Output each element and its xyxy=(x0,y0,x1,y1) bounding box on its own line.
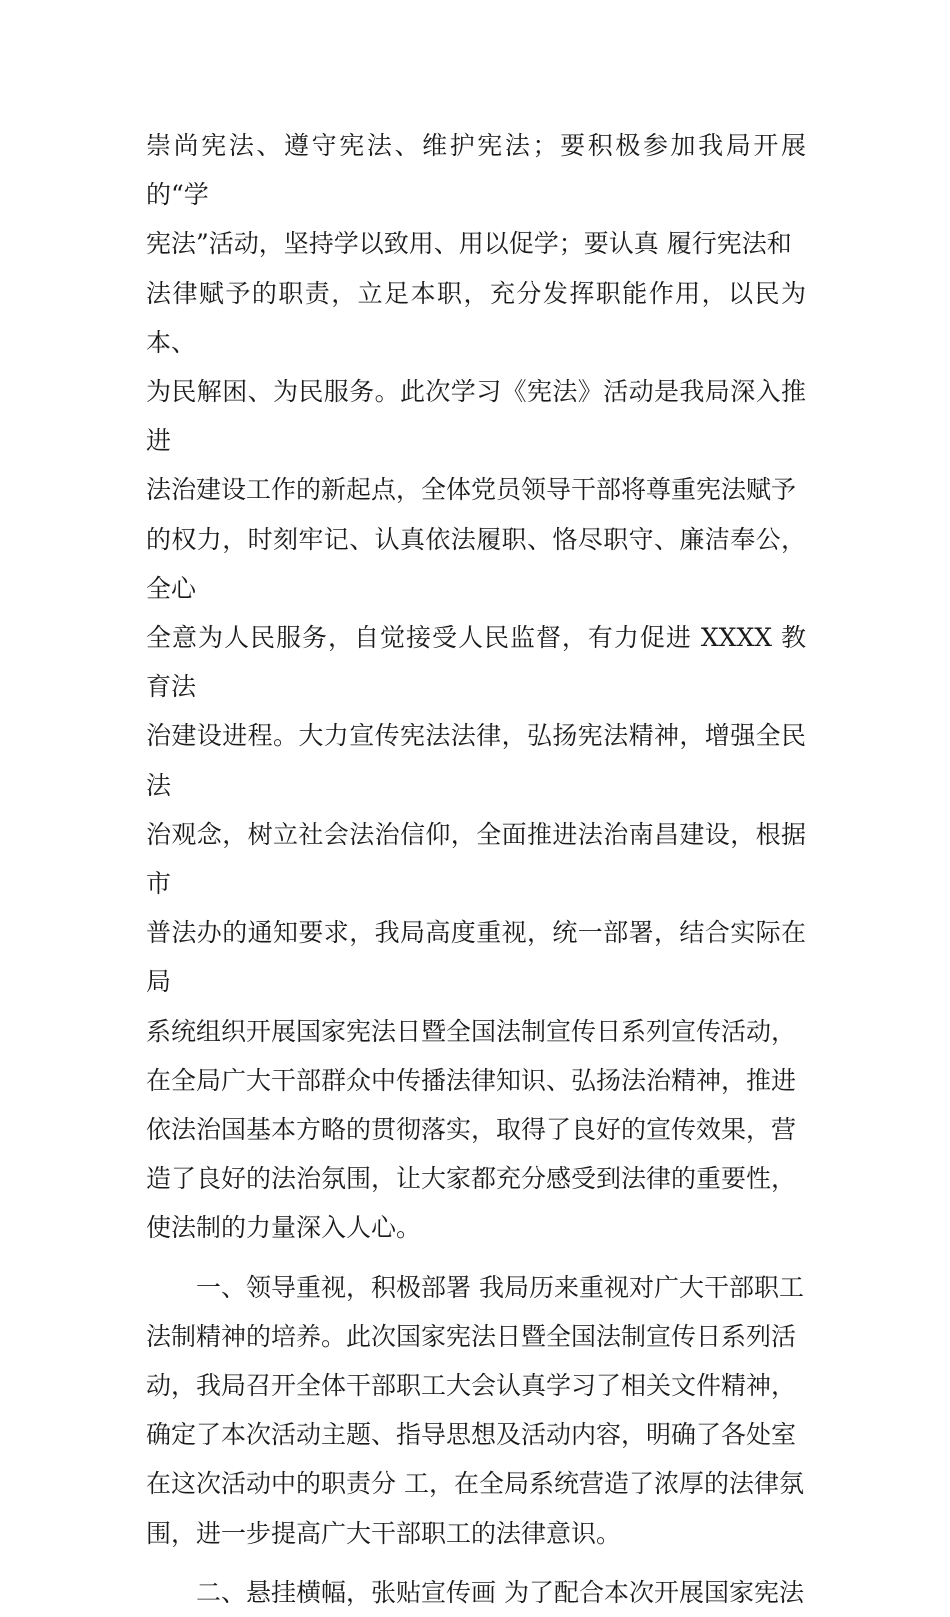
text-line: 一、领导重视，积极部署 我局历来重视对广大干部职工 xyxy=(196,1272,804,1302)
text-line: 崇尚宪法、遵守宪法、维护宪法；要积极参加我局开展的“学 xyxy=(146,131,806,210)
text-line: 为民解困、为民服务。此次学习《宪法》活动是我局深入推进 xyxy=(146,377,806,456)
text-line: 法治建设工作的新起点，全体党员领导干部将尊重宪法赋予 xyxy=(146,475,797,505)
text-line: 在全局广大干部群众中传播法律知识、弘扬法治精神，推进 xyxy=(146,1065,797,1095)
text-line: 确定了本次活动主题、指导思想及活动内容，明确了各处室 xyxy=(146,1420,797,1450)
text-line: 全意为人民服务，自觉接受人民监督，有力促进 XXXX 教育法 xyxy=(146,623,806,702)
paragraph-section-one xyxy=(146,1263,806,1558)
text-line: 治建设进程。大力宣传宪法法律，弘扬宪法精神，增强全民法 xyxy=(146,721,806,800)
text-line: 使法制的力量深入人心。 xyxy=(146,1213,422,1243)
text-line: 治观念，树立社会法治信仰，全面推进法治南昌建设，根据市 xyxy=(146,819,806,899)
paragraph-intro xyxy=(146,121,806,1253)
text-line: 普法办的通知要求，我局高度重视，统一部署，结合实际在局 xyxy=(146,918,806,997)
paragraph-section-two xyxy=(146,1568,806,1617)
text-line: 依法治国基本方略的贯彻落实，取得了良好的宣传效果，营 xyxy=(146,1115,797,1145)
text-line: 动，我局召开全体干部职工大会认真学习了相关文件精神， xyxy=(146,1371,797,1401)
text-line: 造了良好的法治氛围，让大家都充分感受到法律的重要性， xyxy=(146,1164,797,1194)
text-line: 的权力，时刻牢记、认真依法履职、恪尽职守、廉洁奉公，全心 xyxy=(146,524,806,603)
text-line: 在这次活动中的职责分 工，在全局系统营造了浓厚的法律氛 xyxy=(146,1469,804,1499)
text-line: 法律赋予的职责，立足本职，充分发挥职能作用，以民为本、 xyxy=(146,278,806,357)
document-body xyxy=(146,121,806,1617)
text-line: 二、悬挂横幅，张贴宣传画 为了配合本次开展国家宪法 xyxy=(196,1577,804,1607)
text-line: 系统组织开展国家宪法日暨全国法制宣传日系列宣传活动， xyxy=(146,1016,797,1046)
text-line: 宪法”活动，坚持学以致用、用以促学；要认真 履行宪法和 xyxy=(146,229,792,259)
text-line: 围，进一步提高广大干部职工的法律意识。 xyxy=(146,1518,622,1548)
text-line: 法制精神的培养。此次国家宪法日暨全国法制宣传日系列活 xyxy=(146,1321,797,1351)
